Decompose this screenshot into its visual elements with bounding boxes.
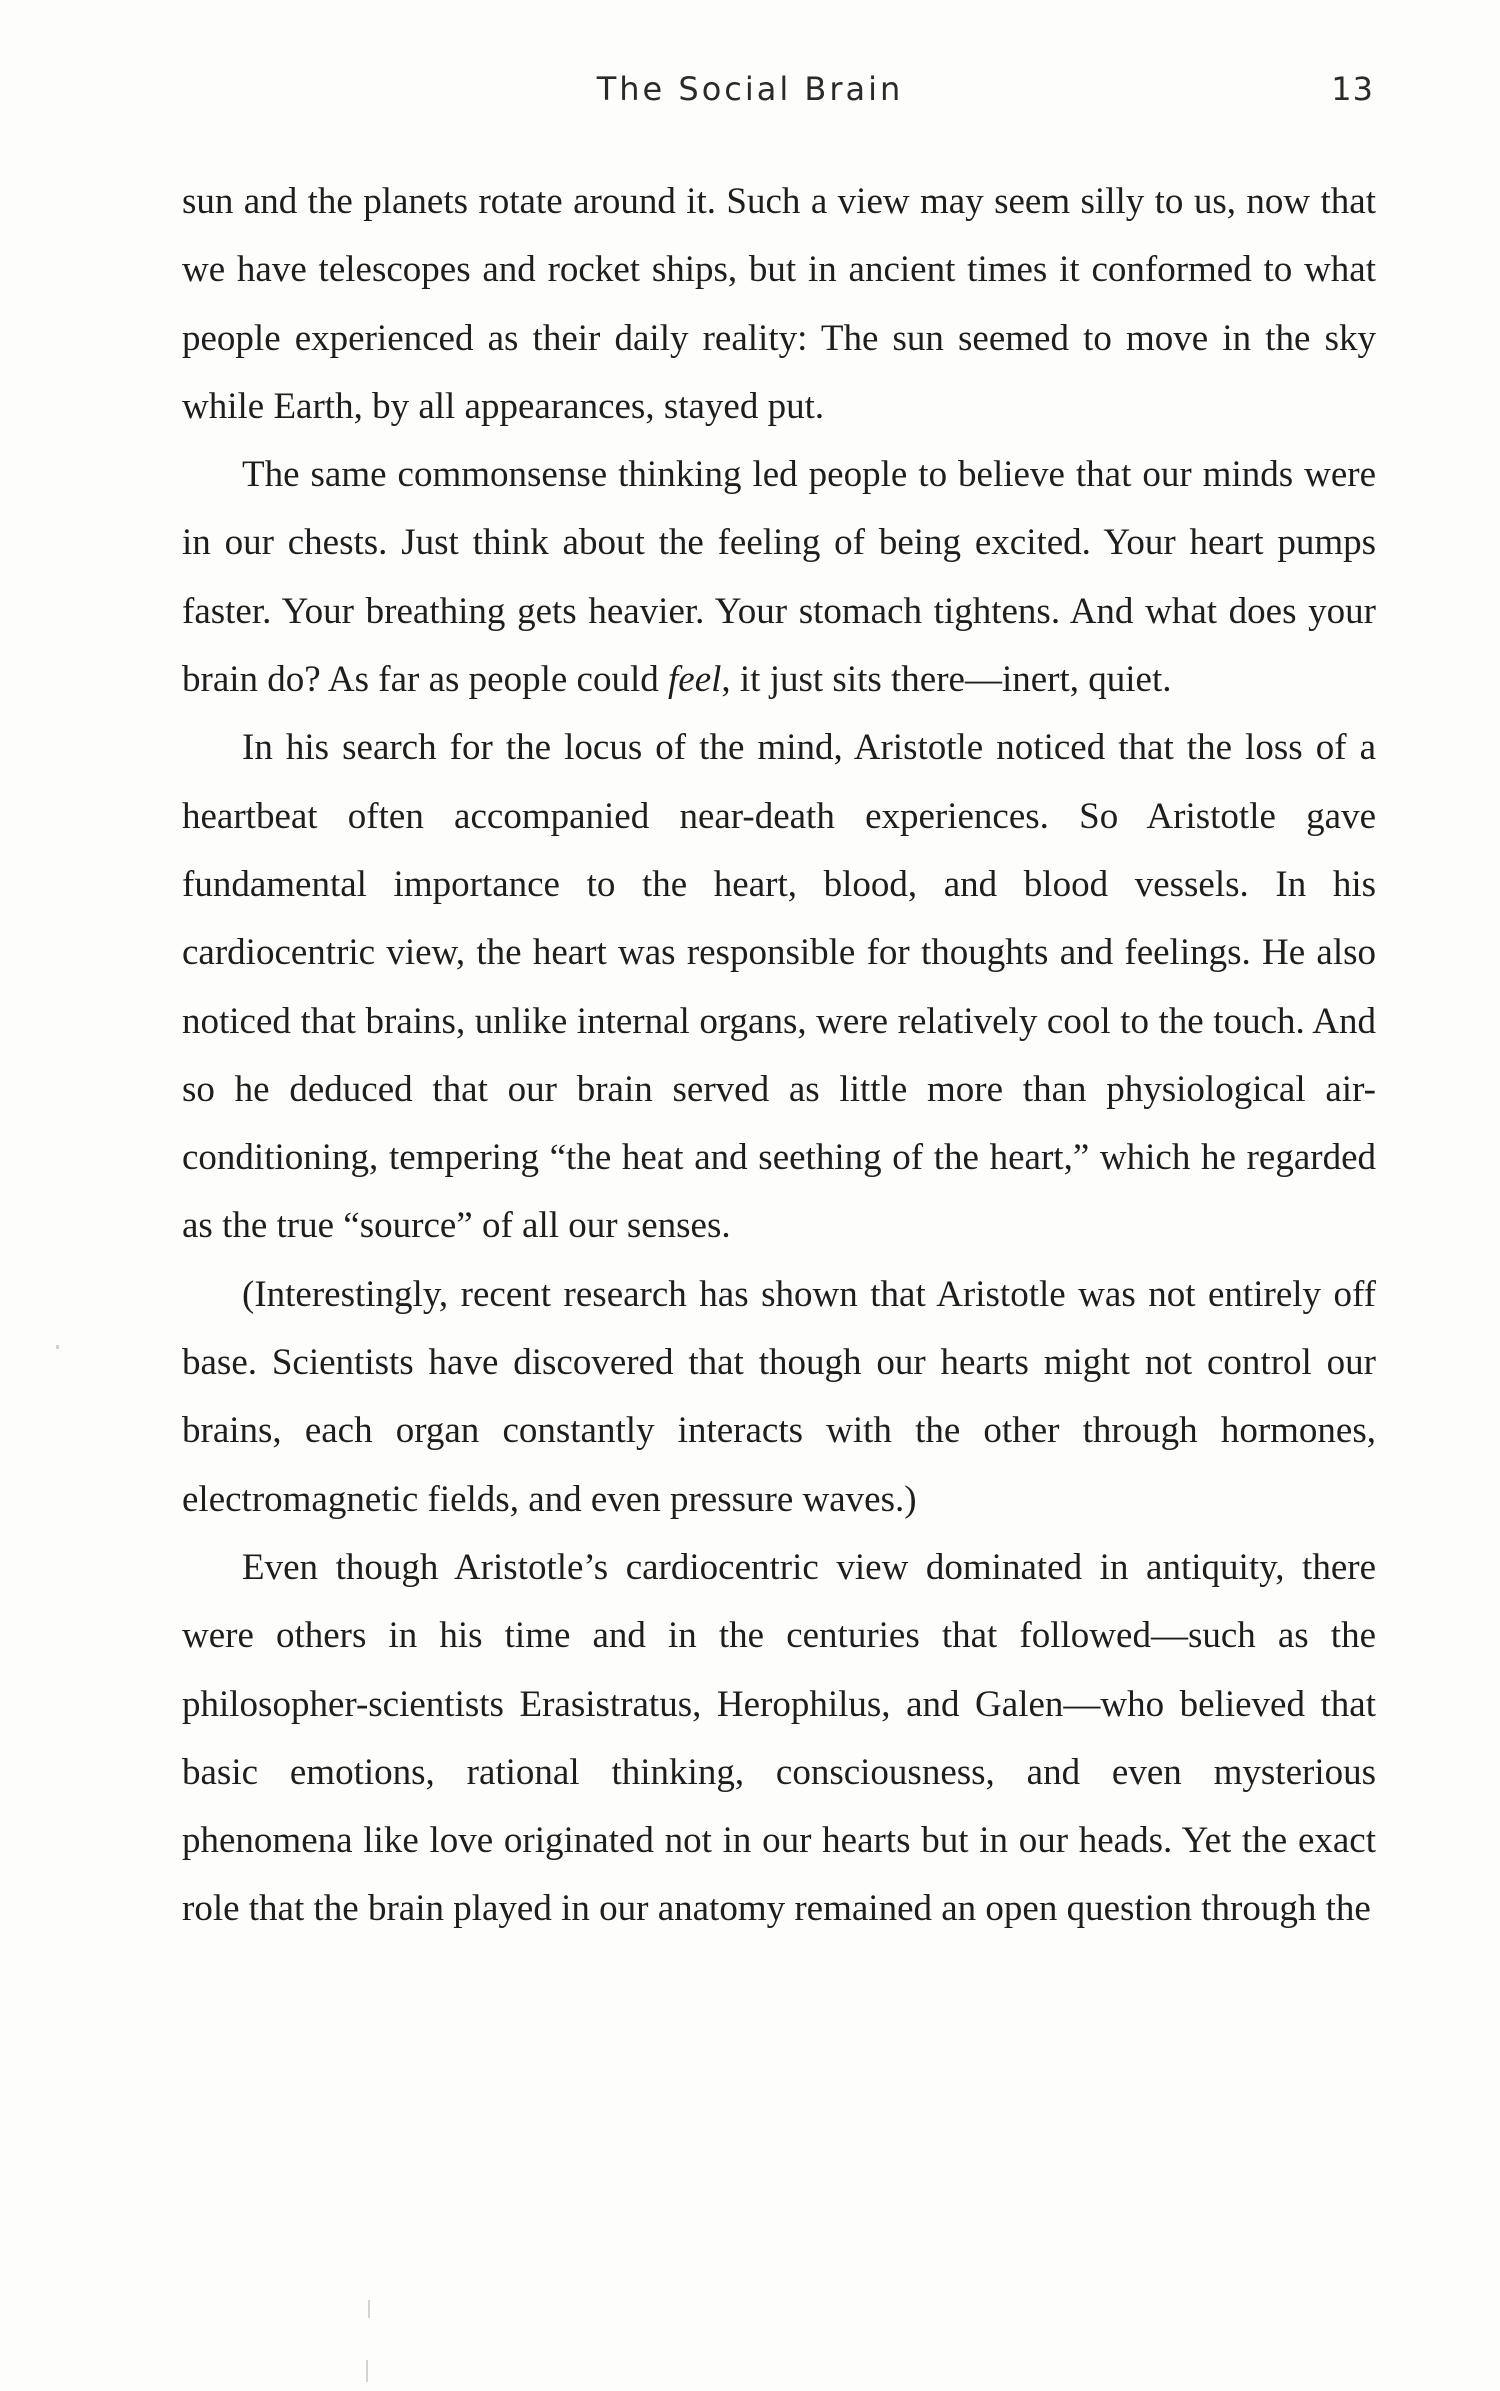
paragraph-1: sun and the planets rotate around it. Such a view may seem silly to us, now that we have telescopes and rocket ships, but in ancient times it conformed to what people experienced as their daily reality: The sun seemed to move in the sky while Earth, by all appearances, stayed put. xyxy=(182,181,1376,427)
body-text xyxy=(182,168,1376,1944)
paragraph-2-text: The same commonsense thinking led people to believe that our minds were in our chests. Just think about the feeling of being excited. Your heart pumps faster. Your breathing gets heavier. Your stomach tightens. And what does your brain do? As far as people could xyxy=(182,454,1376,701)
paragraph-2 xyxy=(182,441,1376,714)
running-head-title: The Social Brain xyxy=(596,70,904,108)
scan-speck xyxy=(56,1345,59,1349)
page-number: 13 xyxy=(1331,70,1374,108)
scan-line xyxy=(368,2300,370,2318)
running-head xyxy=(0,62,1500,122)
paragraph-2-text-after: , it just sits there—inert, quiet. xyxy=(721,659,1172,701)
scan-line xyxy=(366,2360,368,2382)
paragraph-5: Even though Aristotle’s cardiocentric view dominated in antiquity, there were others in his time and in the centuries that followed—such as the philosopher-scientists Erasistratus, Herophilus, and Galen—who believed that basic emotions, rational thinking, consciousness, and even mysterious phenomena like love originated not in our hearts but in our heads. Yet the exact role that the brain played in our anatomy remained an open question through the xyxy=(182,1546,1376,1930)
paragraph-2-italic: feel xyxy=(668,659,722,701)
paragraph-3: In his search for the locus of the mind, Aristotle noticed that the loss of a heartbeat often accompanied near-death experiences. So Aristotle gave fundamental importance to the heart, blood, and blood vessels. In his cardiocentric view, the heart was responsible for thoughts and feelings. He also noticed that brains, unlike internal organs, were relatively cool to the touch. And so he deduced that our brain served as little more than physiological air-conditioning, tempering “the heat and seething of the heart,” which he regarded as the true “source” of all our senses. xyxy=(182,727,1376,1247)
paragraph-4: (Interestingly, recent research has shown that Aristotle was not entirely off base. Scientists have discovered that though our hearts might not control our brains, each organ constantly interacts with the other through hormones, electromagnetic fields, and even pressure waves.) xyxy=(182,1273,1376,1520)
